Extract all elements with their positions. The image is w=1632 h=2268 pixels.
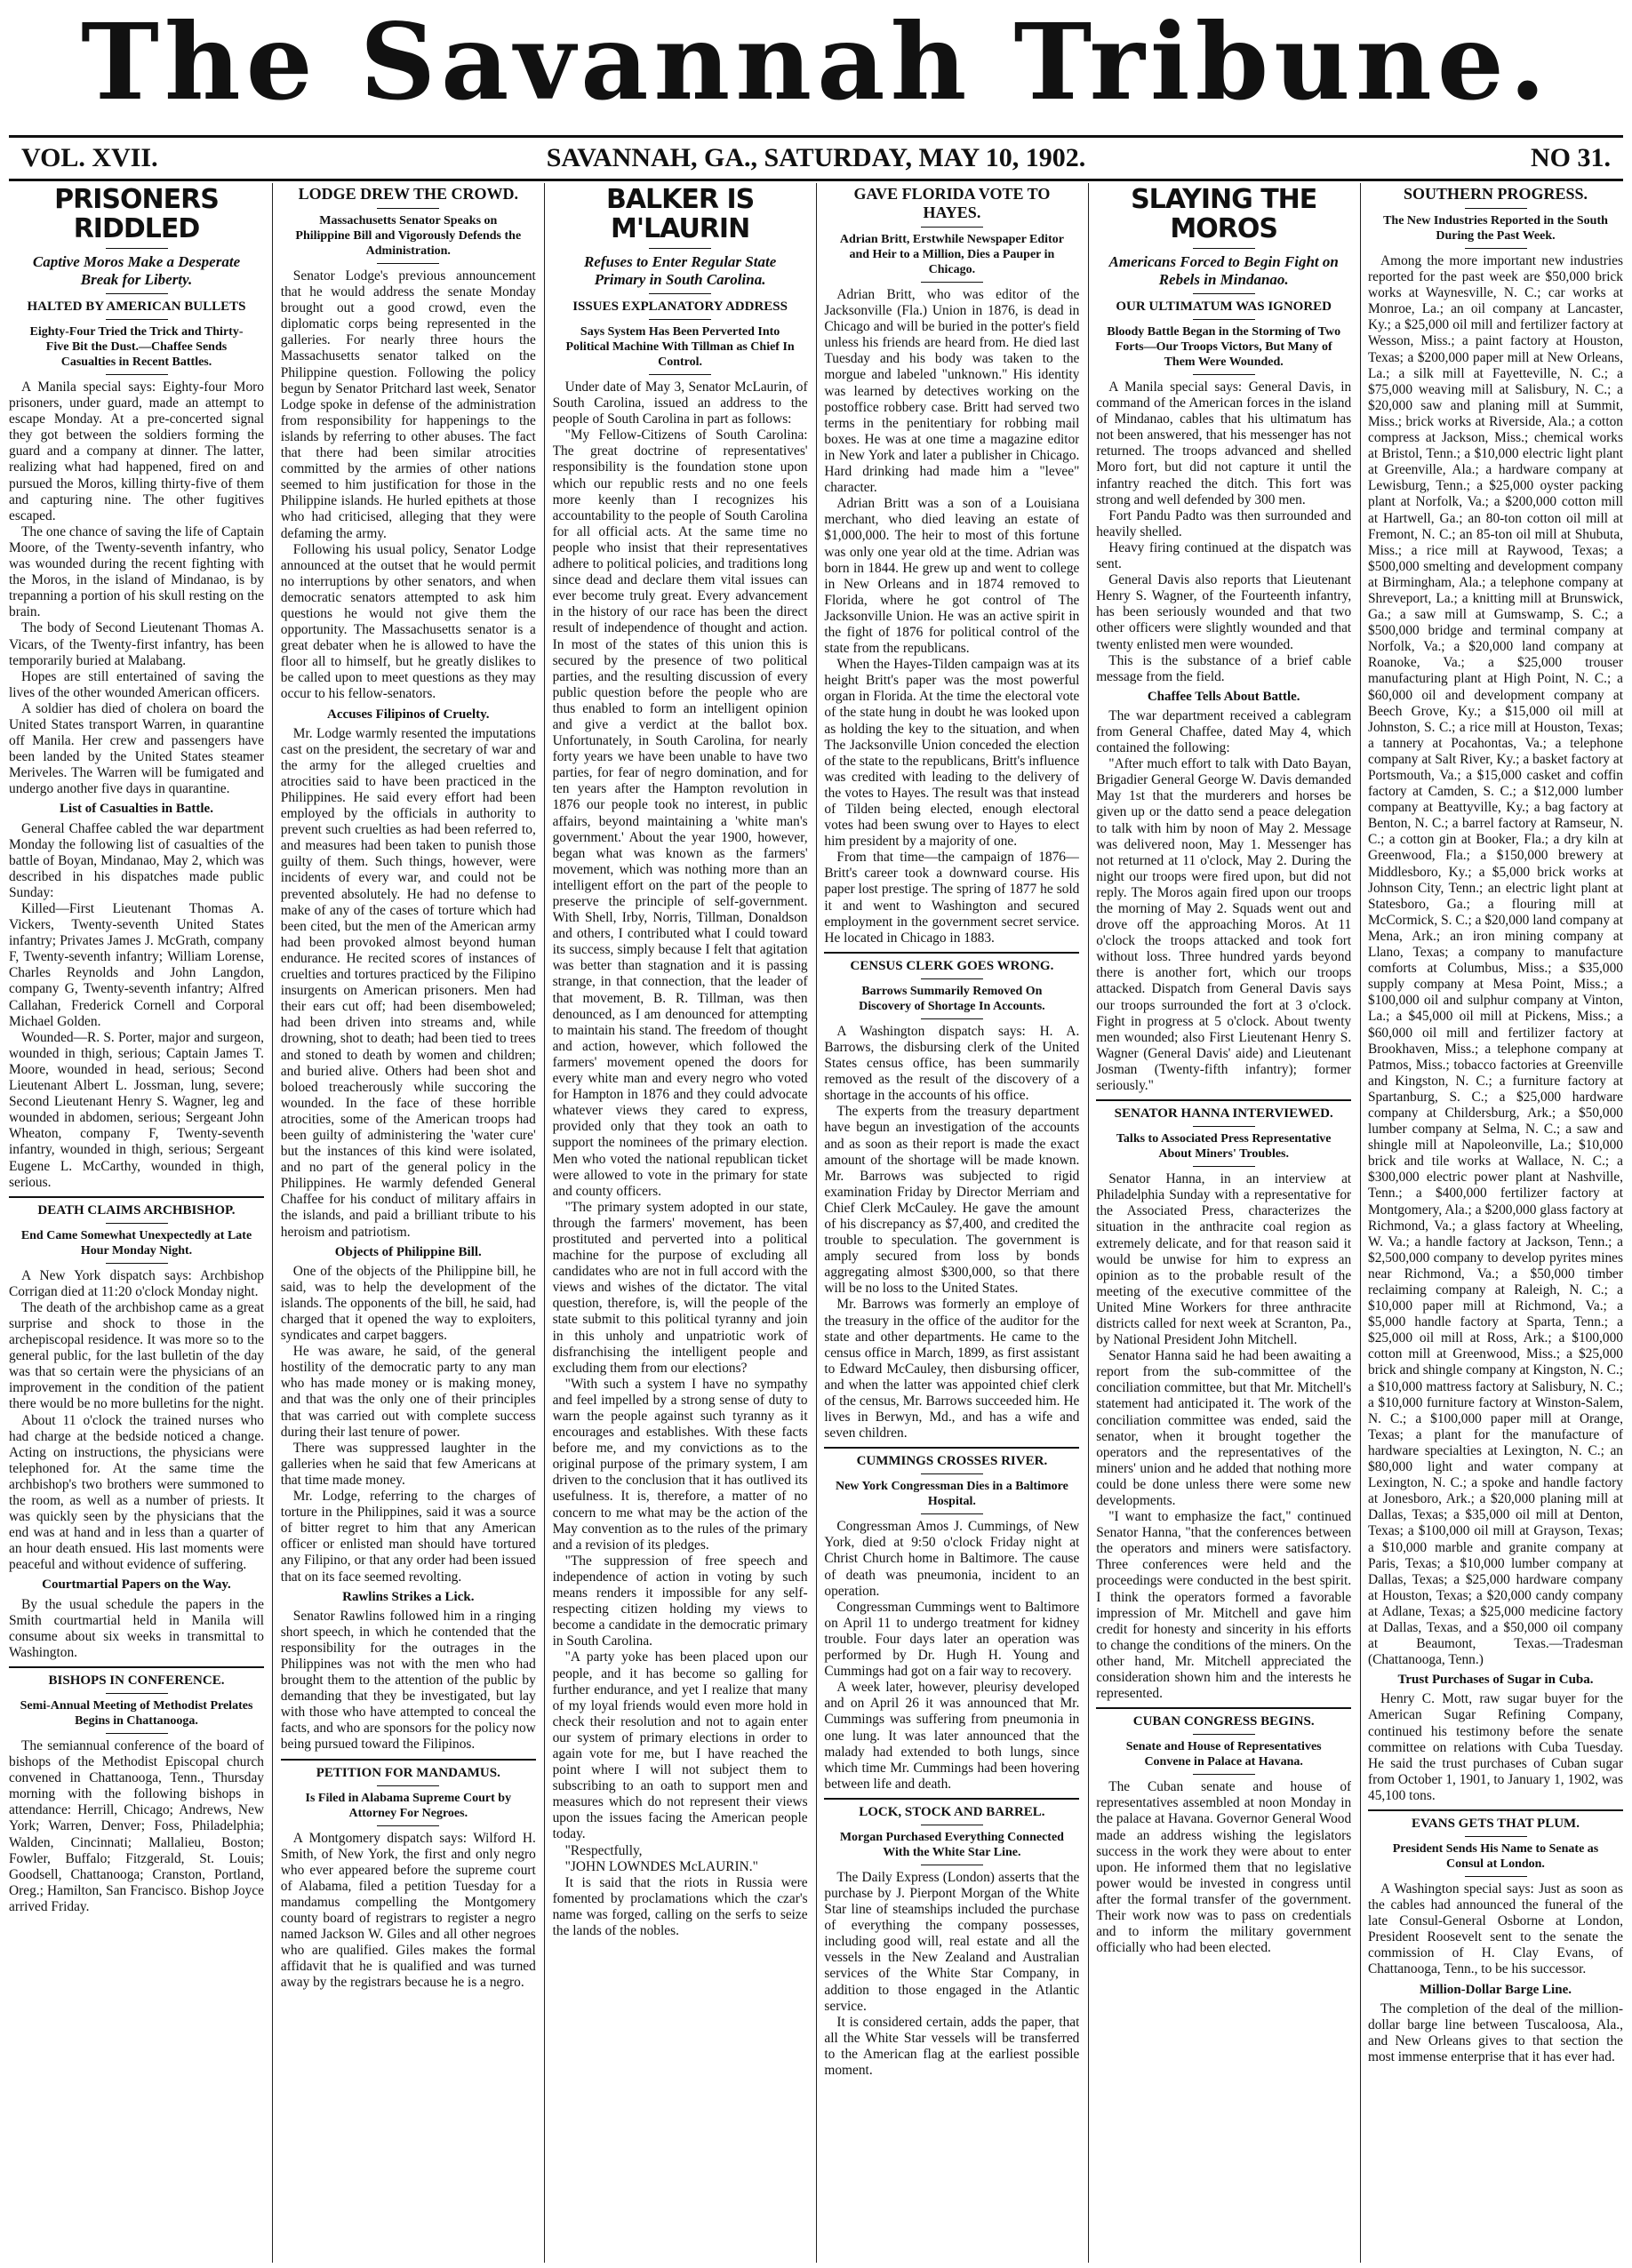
section-subhead: Rawlins Strikes a Lick. [342, 1589, 475, 1604]
paragraph: "A party yoke has been placed upon our people, and it has become so galling for further endurance, and yet I realize that many of my loyal friends would even more hold in check their resolution and not to again enter our system of primary elections in order to again vote for me, but I have reached the point where I will not subject them to subscribing to an oath to support men and measures which do not represent their views upon the issues facing the American people today. [552, 1649, 808, 1842]
article-summary: Morgan Purchased Everything Connected With the White Star Line. [839, 1830, 1064, 1859]
paragraph: Mr. Lodge, referring to the charges of torture in the Philippines, said it was a source of bitter regret to him that any American officer or enlisted man should have tortured any Filipino, or that any order had been issued that on its face seemed revolting. [280, 1489, 536, 1585]
article-deck: OUR ULTIMATUM WAS IGNORED [1116, 299, 1332, 314]
paragraph: Killed—First Lieutenant Thomas A. Vickers, Twenty-seventh United States infantry; Privates James J. McGrath, company F, Twenty-seventh infantry; William Lorense, Charles Reynolds and John Langdon, company G, Twenty-seventh infantry; Alfred Callahan, Frederick Cornell and Corporal Michael Golden. [9, 901, 264, 1029]
article-headline: CUMMINGS CROSSES RIVER. [856, 1454, 1048, 1469]
paragraph: Mr. Barrows was formerly an employe of the treasury in the office of the auditor for the state and other departments. He came to the census office in March, 1899, as first assistant to Edward McCauley, then disbursing officer, and when the latter was appointed chief clerk of the census, Mr. Barrows succeeded him. He lives in Berwyn, Md., and has a wife and seven children. [824, 1297, 1080, 1441]
volume-number: VOL. XVII. [21, 143, 158, 172]
article-summary: President Sends His Name to Senate as Consul at London. [1392, 1842, 1599, 1871]
paragraph: Hopes are still entertained of saving the lives of the other wounded American officers. [9, 668, 264, 700]
divider [1193, 1126, 1255, 1127]
article-summary: Is Filed in Alabama Supreme Court by Attorney For Negroes. [305, 1791, 512, 1820]
paragraph: There was suppressed laughter in the galleries when he said that few Americans at that time made money. [280, 1440, 536, 1488]
article-deck: HALTED BY AMERICAN BULLETS [27, 299, 246, 314]
column-1 [9, 183, 264, 2263]
paragraph: A soldier has died of cholera on board the United States transport Warren, in quarantine off Manila. Her crew and passengers have been landed by the United States steamer Meriveles. The Warren will be fumigated and undergo another five days in quarantine. [9, 700, 264, 797]
article [824, 1804, 1079, 2079]
paragraph: It is considered certain, adds the paper, that all the White Star vessels will be transferred to the American flag at the earliest possible moment. [824, 2014, 1080, 2078]
paragraph: The war department received a cablegram from General Chaffee, dated May 4, which contained the following: [1096, 707, 1352, 756]
article-headline: LOCK, STOCK AND BARREL. [859, 1804, 1045, 1819]
article-summary: End Came Somewhat Unexpectedly at Late Hour Monday Night. [20, 1228, 252, 1258]
section-subhead: Trust Purchases of Sugar in Cuba. [1397, 1673, 1594, 1688]
paragraph: A Manila special says: General Davis, in command of the American forces in the island of Mindanao, cables that his ultimatum has not been answered, that his messenger has not returned. The troops advanced and shelled Moro fort, but did not capture it until the infantry reached the ditch. This fort was strong and well defended by 300 men. [1096, 379, 1352, 507]
divider [1193, 293, 1255, 294]
paragraph: Senator Hanna said he had been awaiting a report from the sub-committee of the conciliation committee, but that Mr. Mitchell's statement had anticipated it. The work of the conciliation committee was ended, said the senator, when it brought together the operators and the representatives of the miners' union and he added that nothing more could be done unless there were some new developments. [1096, 1348, 1352, 1508]
article [9, 185, 264, 1191]
article-summary: Bloody Battle Began in the Storming of Two Forts—Our Troops Victors, But Many of Them Were Wounded. [1107, 325, 1341, 369]
column-rule [1360, 183, 1361, 2263]
column-rule [272, 183, 273, 2263]
divider [649, 374, 711, 375]
article-divider [1096, 1099, 1351, 1101]
article-summary: The New Industries Reported in the South During the Past Week. [1383, 214, 1608, 243]
divider [1465, 1836, 1527, 1837]
paragraph: Senator Rawlins followed him in a ringing short speech, in which he contended that the responsibility for the outrages in the Philippines was not with the men who had brought them to the attention of the public by demanding that they be investigated, but lay with those who have attempted to conceal the facts, and who are sponsors for the policy now being pursued toward the Filipinos. [280, 1608, 536, 1753]
article-headline: GAVE FLORIDA VOTE TO HAYES. [853, 185, 1051, 221]
article-summary: Semi-Annual Meeting of Methodist Prelates Begins in Chattanooga. [20, 1698, 253, 1728]
divider [106, 1263, 168, 1264]
article-headline: CUBAN CONGRESS BEGINS. [1132, 1714, 1315, 1729]
paragraph: Among the more important new industries reported for the past week are $50,000 brick works at Waynesville, N. C.; car works at Monroe, La.; an oil company at Lancaster, Ky.; a $25,000 oil mill and fertilizer factory at Wesson, Miss.; a paint factory at Houston, Texas; a $200,000 paper mill at New Orleans, La.; a silk mill at Fayetteville, N. C.; a $75,000 weaving mill at Salisbury, N. C.; a $20,000 saw and planing mill at Summit, Miss.; brick works at Riverside, Ala.; a cotton compress at Jackson, Miss.; chemical works at Bristol, Tenn.; a $10,000 electric light plant at Greenville, Ala.; a hardware company at Lewisburg, Tenn.; a $25,000 oyster packing plant at Norfolk, Va.; a $200,000 cotton mill at Hartwell, Ga.; an 80-ton cotton oil mill at Fremont, N. C.; an 85-ton oil mill at Shubuta, Miss.; a rice mill at Raywood, Texas; a $500,000 smelting and development company at Birmingham, Ala.; a telephone company at Shreveport, La.; a knitting mill at Brunswick, Ga.; a saw mill at Gumswamp, S. C.; a $500,000 bridge and terminal company at Norfolk, Va.; a $20,000 land company at Roanoke, Va.; a $25,000 trouser manufacturing plant at High Point, N. C.; a $60,000 oil and development company at Beech Grove, Ky.; a $15,000 oil mill at Johnston, S. C.; a rice mill at Houston, Texas; a tannery at Pocahontas, Va.; a telephone company at Salt River, Ky.; a basket factory at Portsmouth, Va.; a $15,000 casket and coffin factory at Camden, S. C.; a $12,000 lumber company at Beattyville, Ky.; a bag factory at Benton, N. C.; a barrel factory at Ramseur, N. C.; a cotton gin at Booker, Fla.; a dry kiln at Greenwood, Fla.; a $150,000 brewery at Middlesboro, Ky.; a $5,000 brick works at Johnson City, Tenn.; an electric light plant at Statesboro, Ga.; a flouring mill at McCormick, S. C.; a $20,000 land company at Mena, Ark.; an iron mining company at Llano, Texas; a company to manufacture comforts at Columbus, Miss.; a $35,000 supply company at Mesa Point, Miss.; a $100,000 oil and sulphur company at Vinton, La.; a $45,000 oil mill at Pickens, Miss.; a $60,000 oil mill and fertilizer factory at Brookhaven, Miss.; a telephone company at Patmos, Miss.; tobacco factories at Greenville and Kingston, N. C.; a furniture factory at Spartanburg, S. C.; a $25,000 hardware company at Childersburg, Ark.; a $50,000 lumber company at Selma, N. C.; a saw and shingle mill at Napoleonville, La.; $10,000 brick and tile works at Wallace, N. C.; a $300,000 electric power plant at Nashville, Tenn.; a $400,000 fertilizer factory at Montgomery, Ala.; a $200,000 glass factory at Richmond, Va.; a glass factory at Wheeling, W. Va.; a handle factory at Jackson, Tenn.; a $2,500,000 company to develop pyrites mines near Richmond, Va.; a $50,000 timber reclaiming company at Raleigh, N. C.; a $10,000 paper mill at Richmond, Va.; a $5,000 handle factory at Sparta, Tenn.; a $25,000 oil mill at Ross, Ark.; a $100,000 cotton mill at Greenwood, Miss.; a $25,000 brick and shingle company at Kingston, N. C.; a $10,000 mattress factory at Salisbury, N. C.; a $10,000 furniture factory at Winston-Salem, N. C.; a $100,000 paper mill at Orange, Texas; a plant for the manufacture of hardware specialties at Lexington, N. C.; an $80,000 light and water company at Lexington, N. C.; a spoke and handle factory at Jonesboro, Ark.; a $20,000 planing mill at Dallas, Texas; a $35,000 oil mill at Denton, Texas; a $100,000 oil mill at Grayson, Texas; a $10,000 marble and granite company at Paris, Texas; a $10,000 lumber company at Dallas, Texas; a $25,000 hardware company at Houston, Texas; a $20,000 candy company at Adlane, Texas; a $25,000 medicine factory at Dallas, Texas, and a $50,000 oil company at Beaumont, Texas.—Tradesman (Chattanooga, Tenn.) [1368, 253, 1623, 1668]
article [824, 185, 1079, 946]
divider [921, 227, 983, 228]
divider [1193, 1734, 1255, 1735]
paragraph: When the Hayes-Tilden campaign was at its height Britt's paper was the most powerful organ in Florida. At the time the electoral vote of the state hung in doubt he was looked upon as holding the key to the situation, and when The Jacksonville Union conceded the election of the state to the republicans, Britt's influence was credited with leading to the delivery of the votes to Hayes. The result was that instead of Tilden being elected, enough electoral votes had been swung over to Hayes to elect him president by a majority of one. [824, 657, 1080, 850]
paragraph: Following his usual policy, Senator Lodge announced at the outset that he would permit no interruptions by other senators, and when democratic senators attempted to ask him questions he would not give them the opportunity. The Massachusetts senator is a great debater when he is allowed to have the floor all to himself, but he greatly dislikes to be called upon to meet questions as they may occur to his fellow-senators. [280, 541, 536, 702]
section-subhead: Courtmartial Papers on the Way. [42, 1577, 231, 1593]
section-subhead: Objects of Philippine Bill. [334, 1244, 482, 1259]
paragraph: Under date of May 3, Senator McLaurin, of South Carolina, issued an address to the people of South Carolina in part as follows: [552, 379, 808, 427]
article [553, 185, 808, 1939]
divider [921, 1473, 983, 1474]
divider [106, 1693, 168, 1694]
article-divider [824, 1447, 1079, 1449]
paragraph: General Chaffee cabled the war department Monday the following list of casualties of the battle of Boyan, Mindanao, May 2, which was described in his dispatches made public Sunday: [9, 820, 264, 900]
divider [106, 374, 168, 375]
masthead [0, 0, 1632, 124]
paragraph: This is the substance of a brief cable message from the field. [1096, 652, 1352, 684]
divider [1193, 1774, 1255, 1775]
paragraph: General Davis also reports that Lieutenant Henry S. Wagner, of the Fourteenth infantry, has been seriously wounded and that two other officers were slightly wounded and that twenty enlisted men were wounded. [1096, 572, 1352, 652]
paragraph: Henry C. Mott, raw sugar buyer for the American Sugar Refining Company, continued his testimony before the senate committee on relations with Cuba Tuesday. He said the trust purchases of Cuban sugar from October 1, 1901, to January 1, 1902, was 45,100 tons. [1368, 1691, 1623, 1803]
column-rule [1088, 183, 1089, 2263]
article-headline: CENSUS CLERK GOES WRONG. [850, 958, 1054, 973]
column-6 [1368, 183, 1623, 2263]
divider [921, 978, 983, 979]
paragraph: The Cuban senate and house of representatives assembled at noon Monday in the palace at Havana. Governor General Wood made an address wishing the legislators success in the work they were about to enter upon. He informed them that no legislative power would be invested in congress until after the formal transfer of the government. Their work now was to pass on credentials and to inform the military government officially who had been elected. [1096, 1779, 1352, 1956]
paragraph: The death of the archbishop came as a great surprise and shock to those in the archepiscopal residence. It was more so to the general public, for the last bulletin of the day was that so certain were the physicians of an improvement in the condition of the patient there would be no more bulletins for the night. [9, 1299, 264, 1412]
paragraph: Adrian Britt, who was editor of the Jacksonville (Fla.) Union in 1876, is dead in Chicago and will be buried in the potter's field unless his friends are heard from. He died last Tuesday and his body was taken to the morgue and labeled "unknown." His identity was learned by detectives working on the postoffice robbery case. Britt had served two terms in the penitentiary for robbing mail boxes. He was at one time a magazine editor in New York and later a publisher in Chicago. Hard drinking had made him a "levee" character. [824, 287, 1080, 496]
article-deck: Refuses to Enter Regular State Primary in South Carolina. [583, 253, 777, 288]
divider [377, 1785, 439, 1786]
article-summary: Says System Has Been Perverted Into Political Machine With Tillman as Chief In Control. [565, 325, 795, 369]
article-summary: Adrian Britt, Erstwhile Newspaper Editor and Heir to a Million, Dies a Pauper in Chicago. [839, 233, 1064, 276]
section-subhead: List of Casualties in Battle. [60, 802, 213, 817]
column-rule [544, 183, 545, 2263]
article-deck: ISSUES EXPLANATORY ADDRESS [572, 299, 788, 314]
divider [1193, 248, 1255, 249]
paragraph: It is said that the riots in Russia were fomented by proclamations which the czar's name was forged, calling on the serfs to seize the lands of the nobles. [552, 1874, 808, 1938]
paragraph: The completion of the deal of the million-dollar barge line between Tuscaloosa, Ala., and New Orleans gives to that section the most immense enterprise that it has ever had. [1368, 2000, 1623, 2064]
paragraph: A week later, however, pleurisy developed and on April 26 it was announced that Mr. Cummings was suffering from pneumonia in one lung. It was later announced that the malady had extended to both lungs, since which time Mr. Cummings had been hovering between life and death. [824, 1680, 1080, 1792]
article-headline: SOUTHERN PROGRESS. [1403, 185, 1588, 203]
article [9, 1202, 264, 1661]
newspaper-title: The Savannah Tribune. [81, 0, 1551, 124]
article [1096, 1106, 1351, 1702]
issue-number: NO 31. [1531, 143, 1611, 172]
article-divider [824, 1798, 1079, 1800]
paragraph: Senator Hanna, in an interview at Philadelphia Sunday with a representative for the Associated Press, characterizes the situation in the anthracite coal region as extremely delicate, and for that reason said it would be unwise for him to express an opinion as to the probable result of the meeting of the executive committee of the United Mine Workers for three anthracite districts called for next week at Scranton, Pa., by National President John Mitchell. [1096, 1171, 1352, 1348]
article-headline: SLAYING THE MOROS [1131, 184, 1317, 244]
article [824, 958, 1079, 1441]
divider [649, 248, 711, 249]
paragraph: "Respectfully, [564, 1842, 643, 1858]
article-summary: Massachusetts Senator Speaks on Philippine Bill and Vigorously Defends the Administration. [295, 214, 522, 258]
column-4 [824, 183, 1079, 2263]
column-rule [816, 183, 817, 2263]
article-divider [1368, 1809, 1623, 1811]
paragraph: Fort Pandu Padto was then surrounded and heavily shelled. [1096, 507, 1352, 539]
divider [1193, 1166, 1255, 1167]
paragraph: A New York dispatch says: Archbishop Corrigan died at 11:20 o'clock Monday night. [9, 1267, 264, 1299]
paragraph: "The suppression of free speech and independence of action in voting by such means renders it impossible for any self-respecting citizen holding my views to become a candidate in the democratic primary in South Carolina. [552, 1553, 808, 1649]
divider [106, 319, 168, 320]
divider [106, 293, 168, 294]
divider [377, 208, 439, 209]
section-subhead: Chaffee Tells About Battle. [1147, 689, 1300, 704]
divider [1193, 374, 1255, 375]
paragraph: A Washington special says: Just as soon as the cables had announced the funeral of the late Consul-General Osborne at London, President Roosevelt sent to the senate the commission of H. Clay Evans, of Chattanooga, Tenn., to be his successor. [1368, 1881, 1623, 1977]
paragraph: "I want to emphasize the fact," continued Senator Hanna, "that the conferences between the operators and miners were satisfactory. Three conferences were held and the proceedings were conducted in the best spirit. I think the operators formed a favorable impression of Mr. Mitchell and gave him credit for honesty and sincerity in his efforts to change the conditions of the miners. On the other hand, Mr. Mitchell appreciated the consideration shown him and the interests he represented. [1096, 1509, 1352, 1702]
paragraph: Congressman Cummings went to Baltimore on April 11 to undergo treatment for kidney trouble. Four days later an operation was performed by Dr. Hugh H. Young and Cummings had got on a fair way to recovery. [824, 1599, 1080, 1680]
paragraph: A Manila special says: Eighty-four Moro prisoners, under guard, made an attempt to escape Monday. At a pre-concerted signal they got between the soldiers forming the guard and a company at dinner. The latter, realizing what had happened, fired on and pursued the Moros, killing thirty-five of them and capturing nine. The other fugitives escaped. [9, 379, 264, 523]
article [281, 1765, 536, 1992]
article-divider [281, 1759, 536, 1761]
divider [106, 248, 168, 249]
paragraph: Adrian Britt was a son of a Louisiana merchant, who died leaving an estate of $1,000,000. The heir to most of this fortune was only one year old at the time. Adrian was born in 1844. He grew up and went to college in New Orleans and in 1874 removed to Florida, where he got control of The Jacksonville Union. He was an active spirit in the fight of 1876 for political control of the state from the republicans. [824, 496, 1080, 657]
paragraph: The semiannual conference of the board of bishops of the Methodist Episcopal church convened in Chattanooga, Tenn., Thursday morning with the following bishops in attendance: Herrill, Chicago; Andrews, New York; Warren, Denver; Foss, Philadelphia; Walden, Cincinnati; Mallalieu, Boston; Fowler, Buffalo; Fitzgerald, St. Louis; Goodsell, Chattanooga; Cranston, Portland, Oreg.; Hamilton, San Francisco. Bishop Joyce arrived Friday. [9, 1737, 264, 1914]
article [1096, 185, 1351, 1094]
paragraph: "My Fellow-Citizens of South Carolina: The great doctrine of representatives' responsibility is the foundation stone upon which our republic rests and no one feels more keenly than I recognizes his accountability to the people of South Carolina for all official acts. At the same time no people who insist that their representatives adhere to political policies, and traditions long since dead and declare them vital issues can ever become truly great. Every advancement in the history of our race has been the direct result of independence of thought and action. In most of the states of this union this is secured by the presence of two political parties, and the resulting discussion of every public question before the people who are thus enabled to form an intelligent opinion and give a verdict at the ballot box. Unfortunately, in South Carolina, for nearly forty years we have been unable to have two parties, for fear of negro domination, and for ten years after the Hampton revolution in 1876 our people took no interest, in public affairs, beyond maintaining a 'white man's government.' About the year 1900, however, began what was known as the farmers' movement, which was nothing more than an intelligent effort on the part of the people to preserve the principle of self-government. With Shell, Irby, Norris, Tillman, Donaldson and others, I contributed what I could toward its success, simply because I felt that agitation was better than stagnation and it is passing strange, in that connection, that the leader of that movement, B. R. Tillman, was then denounced, as I am denounced for attempting to maintain his stand. The freedom of thought and action, however, which followed the farmers' movement opened the doors for every white man and every negro who voted for Hampton in 1876 and they could advocate whatever views they cared to express, provided only that they took an oath to support the nominees of the primary election. Men who voted the national republican ticket were allowed to vote in the primary for state and county officers. [552, 427, 808, 1199]
article-headline: BISHOPS IN CONFERENCE. [48, 1673, 225, 1688]
divider [921, 1018, 983, 1019]
paragraph: Mr. Lodge warmly resented the imputations cast on the president, the secretary of war and the army for the alleged cruelties and atrocities said to have been practiced in the Philippines. He said every effort had been employed by the officials in authority to prevent such cruelties as had been referred to, and measures had been taken to punish those guilty of them. Such things, however, were incidents of every war, and could not be prevented absolutely. He had no defense to make of any of the cases of torture which had been cited, but the men of the American army had been provoked almost beyond human endurance. He recited scores of instances of cruelties and tortures practiced by the Filipino insurgents on American prisoners. Men had their ears cut off; had been disemboweled; had been driven into streams and, while drowning, shot to death; had been tied to trees and stoned to death by women and children; and buried alive. Others had been shot and boloed treacherously while succoring the wounded. In the face of these horrible atrocities, some of the American troops had been guilty of administering the 'water cure' but the instances of this kind were isolated, and no part of the general policy in the Philippines. He warmly defended General Chaffee for his conduct of military affairs in the islands, and paid a brilliant tribute to his heroism and patriotism. [280, 725, 536, 1240]
article-headline: PRISONERS RIDDLED [54, 184, 219, 244]
article [1368, 1816, 1623, 2065]
article-headline: BALKER IS M'LAURIN [605, 184, 755, 244]
divider [106, 1733, 168, 1734]
paragraph: He was aware, he said, of the general hostility of the democratic party to any man who has made money or is making money, and that was the only one of their principles that was carried out with complete success during their last tenure of power. [280, 1344, 536, 1440]
article-summary: Talks to Associated Press Representative About Miners' Troubles. [1116, 1132, 1332, 1162]
article-headline: SENATOR HANNA INTERVIEWED. [1114, 1106, 1333, 1122]
paragraph: "JOHN LOWNDES McLAURIN." [564, 1858, 758, 1874]
paragraph: "With such a system I have no sympathy and feel impelled by a strong sense of duty to warn the people against such tyranny as it encourages and establishes. With these facts before me, and my convictions as to the original purpose of the primary system, I am driven to the conclusion that it has outlived its usefulness. It is, therefore, a matter of no concern to me what may be the action of the May convention as to the rules of the primary and a revision of its pledges. [552, 1376, 808, 1553]
article-summary: Barrows Summarily Removed On Discovery of Shortage In Accounts. [859, 984, 1045, 1013]
article-summary: Senate and House of Representatives Convene in Palace at Havana. [1125, 1740, 1322, 1769]
column-5 [1096, 183, 1351, 2263]
column-3 [553, 183, 808, 2263]
article-divider [9, 1196, 264, 1198]
paragraph: Wounded—R. S. Porter, major and surgeon, wounded in thigh, serious; Captain James T. Moore, wounded in head, serious; Second Lieutenant Albert L. Jossman, lung, severe; Second Lieutenant Henry S. Wagner, leg and wounded in abdomen, serious; Sergeant John Wheaton, company F, Twenty-seventh infantry, wounded in thigh, serious; Sergeant Eugene L. McCarthy, wounded in thigh, serious. [9, 1029, 264, 1190]
paragraph: The experts from the treasury department have begun an investigation of the accounts and as soon as their report is made the exact amount of the shortage will be made known. Mr. Barrows was subjected to rigid examination Friday by Director Merriam and Chief Clerk McCauley. He gave the amount of his discrepancy as $7,400, and credited the trouble to speculation. The government is amply secured from loss by bonds aggregating almost $300,000, so that there will be no loss to the United States. [824, 1104, 1080, 1297]
paragraph: By the usual schedule the papers in the Smith courtmartial held in Manila will consume about six weeks in transmittal to Washington. [9, 1596, 264, 1660]
divider [1465, 208, 1527, 209]
divider [377, 263, 439, 264]
paragraph: A Montgomery dispatch says: Wilford H. Smith, of New York, the first and only negro who ever appeared before the supreme court of Alabama, filed a petition Tuesday for a mandamus compelling the Montgomery county board of registrars to register a negro named Jackson W. Giles and all other negroes who are qualified. Giles makes the formal affidavit that he is qualified and was turned away by the registrars because he is a negro. [280, 1830, 536, 1991]
paragraph: A Washington dispatch says: H. A. Barrows, the disbursing clerk of the United States census office, has been summarily removed as the result of the discovery of a shortage in the accounts of his office. [824, 1023, 1080, 1104]
column-2 [281, 183, 536, 2263]
divider [921, 282, 983, 283]
paragraph: Heavy firing continued at the dispatch was sent. [1096, 539, 1352, 572]
paragraph: One of the objects of the Philippine bill, he said, was to help the development of the islands. The opponents of the bill, he said, had charged that it opened the way to exploiters, syndicates and carpet baggers. [280, 1263, 536, 1344]
divider [377, 1825, 439, 1826]
article-headline: DEATH CLAIMS ARCHBISHOP. [37, 1202, 236, 1218]
article [824, 1453, 1079, 1793]
divider [921, 1513, 983, 1514]
article-headline: LODGE DREW THE CROWD. [298, 185, 518, 203]
divider [1465, 248, 1527, 249]
paragraph: The Daily Express (London) asserts that the purchase by J. Pierpont Morgan of the White Star line of steamships included the purchase of everything the company possesses, including good will, real estate and all the vessels in the New Zealand and Australian services of the White Star Company, in addition to those engaged in the Atlantic service. [824, 1869, 1080, 2014]
article-deck: Americans Forced to Begin Fight on Rebels in Mindanao. [1108, 253, 1339, 288]
paragraph: About 11 o'clock the trained nurses who had charge at the bedside noticed a change. Acting on instructions, the physicians were telephoned for. At the same time the archbishop's two brothers were summoned to the room, as well as a number of priests. It was quickly seen by the physicians that the end was at hand and in less than a quarter of an hour death ensued. His last moments were peaceful and without evidence of suffering. [9, 1412, 264, 1573]
divider [106, 1223, 168, 1224]
article-divider [1096, 1707, 1351, 1709]
article [1096, 1713, 1351, 1956]
divider [649, 319, 711, 320]
section-subhead: Million-Dollar Barge Line. [1420, 1982, 1572, 1997]
newspaper-columns [9, 183, 1623, 2263]
article-headline: EVANS GETS THAT PLUM. [1412, 1817, 1580, 1831]
article [1368, 185, 1623, 1804]
paragraph: Senator Lodge's previous announcement that he would address the senate Monday brought out a good crowd, even the diplomatic corps being represented in the galleries. For nearly three hours the Massachusetts senator talked on the Philippine question. Following the policy begun by Senator Pritchard last week, Senator Lodge spoke in defense of the administration from responsibility for happenings to the islands by referring to other abuses. The fact that there had been similar atrocities committed by the armies of other nations seemed to him justification for those in the Philippine islands. He hurled epithets at those who had criticised, alleging that they were defaming the army. [280, 268, 536, 541]
divider [1193, 319, 1255, 320]
article-divider [9, 1666, 264, 1668]
article-headline: PETITION FOR MANDAMUS. [316, 1765, 500, 1780]
paragraph: From that time—the campaign of 1876—Britt's career took a downward course. His paper lost prestige. The spring of 1877 he sold it and went to Washington and secured employment in the government secret service. He located in Chicago in 1883. [824, 850, 1080, 946]
paragraph: The body of Second Lieutenant Thomas A. Vicars, of the Twenty-first infantry, has been temporarily buried at Malabang. [9, 620, 264, 668]
article [281, 185, 536, 1753]
article-deck: Captive Moros Make a Desperate Break for Liberty. [32, 253, 241, 288]
dateline: SAVANNAH, GA., SATURDAY, MAY 10, 1902. [546, 143, 1086, 172]
paragraph: Congressman Amos J. Cummings, of New York, died at 9:50 o'clock Friday night at Christ Church home in Baltimore. The cause of death was pneumonia, incident to an operation. [824, 1519, 1080, 1599]
divider [649, 293, 711, 294]
paragraph: "The primary system adopted in our state, through the farmers' movement, has been prostituted and perverted into a political machine for the purpose of excluding all candidates who are not in full accord with the views and wishes of the dictator. The vital question, therefore, is, will the people of the state submit to this political tyranny and join in this unholy and unpatriotic work of disfranchising the intelligent people and excluding them from our elections? [552, 1199, 808, 1376]
article-summary: Eighty-Four Tried the Trick and Thirty-Five Bit the Dust.—Chaffee Sends Casualties in Recent Battles. [29, 325, 244, 369]
divider [1465, 1876, 1527, 1877]
article-summary: New York Congressman Dies in a Baltimore Hospital. [835, 1480, 1068, 1509]
paragraph: The one chance of saving the life of Captain Moore, of the Twenty-seventh infantry, who was wounded during the recent fighting with the Moros, in the island of Mindanao, is by trepanning a portion of his skull resting on the brain. [9, 523, 264, 620]
article-divider [824, 952, 1079, 954]
article [9, 1673, 264, 1915]
paragraph: "After much effort to talk with Dato Bayan, Brigadier General George W. Davis demanded May 1st that the murderers and horses be given up or the datto send a peace delegation to talk with him by noon of May 2. Message was delivered noon, May 1. Messenger has not returned at 11 o'clock, May 2. During the night our troops were fired upon, but did not reply. The Moros again fired upon our troops the morning of May 2. Squads went out and drove off the approaching Moros. At 11 o'clock the troops attacked and took fort without loss. Three hundred yards beyond there is another fort, which our troops attacked. Dispatch from General Davis says our troops surrounded the fort at 3 o'clock. Fight in progress at 5 o'clock. About twenty men wounded; also First Lieutenant Henry S. Wagner (General Davis' aide) and Lieutenant Josman (Twenty-fifth infantry); former seriously." [1096, 756, 1352, 1094]
section-subhead: Accuses Filipinos of Cruelty. [327, 707, 490, 722]
folio-line [9, 135, 1623, 181]
